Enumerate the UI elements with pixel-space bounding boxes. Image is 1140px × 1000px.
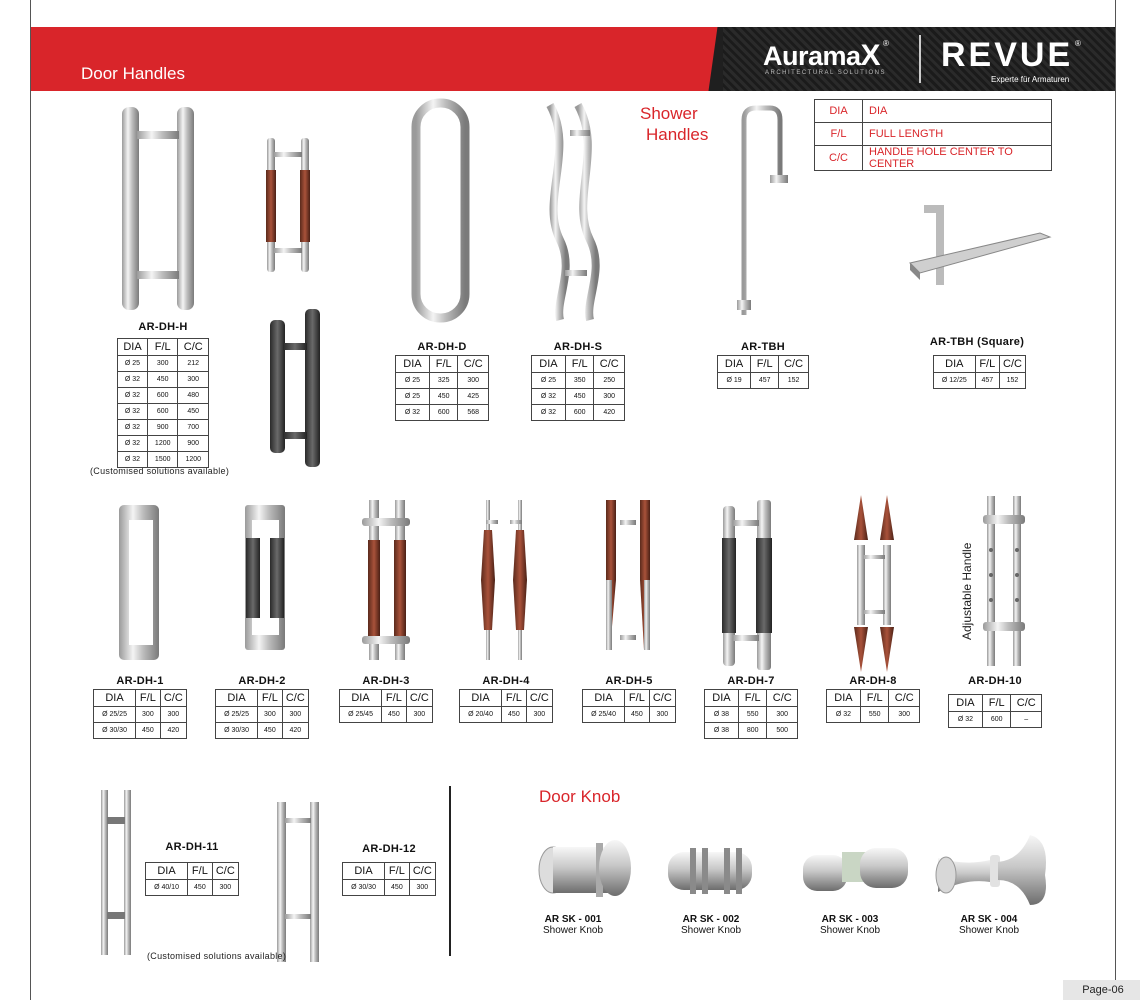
legend-row: C/C HANDLE HOLE CENTER TO CENTER [815,146,1052,171]
revue-logo: REVUE [941,36,1074,74]
spec-cell: 300 [594,389,625,405]
spec-header-cell: F/L [136,690,161,707]
knob-caption-3 [795,914,905,936]
spec-cell: 1200 [147,436,178,452]
product-code-ar-dh-12: AR-DH-12 [362,843,416,855]
spec-cell: 450 [147,372,178,388]
spec-header-cell: F/L [975,356,999,373]
spec-cell: 325 [429,373,458,389]
spec-cell: Ø 30/30 [216,723,258,739]
customised-note-2: (Customised solutions available) [147,951,287,961]
product-image-ar-dh-12 [277,802,319,962]
spec-header-row [583,690,676,707]
spec-row [949,712,1042,728]
spec-cell: 450 [178,404,209,420]
page-number: Page-06 [1063,980,1140,1000]
spec-header-cell: DIA [118,339,148,356]
spec-cell: Ø 25/25 [94,707,136,723]
spec-header-row [340,690,433,707]
legend-row: DIA DIA [815,100,1052,123]
spec-cell: 350 [565,373,594,389]
spec-cell: 600 [429,405,458,421]
product-image-ar-dh-7 [722,500,772,670]
spec-cell: 450 [502,707,527,723]
spec-row [396,405,489,421]
spec-header-cell: DIA [460,690,502,707]
product-code-ar-dh-7: AR-DH-7 [727,675,775,687]
spec-table-ar-tbh-square [933,355,1026,389]
spec-cell: 300 [160,707,186,723]
spec-header-cell: C/C [282,690,308,707]
spec-header-cell: C/C [1011,695,1042,712]
spec-cell: 300 [649,707,675,723]
spec-row [118,420,209,436]
spec-cell: Ø 38 [705,707,739,723]
spec-table-ar-dh-d [395,355,489,421]
spec-cell: 900 [178,436,209,452]
spec-table-ar-dh-8 [826,689,920,723]
spec-cell: 300 [767,707,798,723]
knob-caption-4 [934,914,1044,936]
product-code-ar-dh-4: AR-DH-4 [482,675,530,687]
spec-row [118,404,209,420]
spec-cell: 450 [188,880,213,896]
knob-code: AR SK - 004 [960,914,1018,925]
spec-header-row [718,356,809,373]
product-image-ar-tbh-square [910,205,1050,285]
spec-cell: 300 [409,880,435,896]
spec-table-ar-dh-12 [342,862,436,896]
spec-header-cell: C/C [160,690,186,707]
spec-cell: 420 [594,405,625,421]
knob-image-2 [668,848,752,894]
spec-header-cell: C/C [594,356,625,373]
spec-cell: 420 [282,723,308,739]
spec-cell: Ø 32 [532,405,566,421]
spec-header-cell: F/L [860,690,889,707]
spec-header-cell: DIA [718,356,751,373]
knob-code: AR SK - 002 [682,914,740,925]
knob-name: Shower Knob [680,925,742,936]
spec-cell: Ø 32 [827,707,861,723]
auramax-registered-mark: ® [883,39,889,48]
spec-cell: 250 [594,373,625,389]
spec-header-cell: DIA [934,356,976,373]
product-image-ar-dh-10 [983,496,1025,666]
spec-cell: 300 [178,372,209,388]
product-code-ar-dh-h: AR-DH-H [138,321,188,333]
spec-cell: 152 [779,373,809,389]
spec-header-row [532,356,625,373]
product-code-ar-dh-11: AR-DH-11 [165,841,219,853]
product-image-dark-h-handle [270,309,320,467]
spec-row [705,723,798,739]
spec-cell: Ø 40/10 [146,880,188,896]
spec-cell: 300 [526,707,552,723]
spec-row [94,707,187,723]
spec-cell: 300 [889,707,920,723]
spec-row [118,436,209,452]
spec-cell: 300 [458,373,489,389]
spec-table-ar-dh-10 [948,694,1042,728]
spec-cell: 152 [999,373,1025,389]
spec-cell: Ø 30/30 [94,723,136,739]
spec-header-row [216,690,309,707]
knob-caption-1 [518,914,628,936]
spec-row [705,707,798,723]
spec-header-cell: F/L [751,356,779,373]
spec-row [343,880,436,896]
spec-row [396,373,489,389]
knob-name: Shower Knob [819,925,881,936]
knob-image-1 [539,840,631,897]
spec-cell: Ø 38 [705,723,739,739]
spec-header-cell: DIA [94,690,136,707]
spec-cell: Ø 25/25 [216,707,258,723]
spec-header-row [94,690,187,707]
spec-cell: 700 [178,420,209,436]
spec-table-ar-dh-1 [93,689,187,739]
spec-cell: 480 [178,388,209,404]
auramax-tagline: ARCHITECTURAL SOLUTIONS [765,70,886,76]
spec-cell: 600 [147,388,178,404]
spec-cell: 450 [136,723,161,739]
spec-cell: 425 [458,389,489,405]
spec-header-row [705,690,798,707]
spec-cell: 450 [625,707,650,723]
spec-cell: Ø 25 [118,356,148,372]
spec-cell: – [1011,712,1042,728]
spec-header-cell: DIA [340,690,382,707]
spec-cell: 300 [282,707,308,723]
spec-cell: 550 [738,707,767,723]
spec-header-cell: C/C [767,690,798,707]
spec-row [532,405,625,421]
spec-cell: Ø 20/40 [460,707,502,723]
product-image-ar-dh-h [122,107,194,310]
product-code-ar-tbh-square: AR-TBH (Square) [929,336,1025,348]
spec-header-cell: F/L [565,356,594,373]
spec-header-cell: C/C [178,339,209,356]
spec-cell: 600 [565,405,594,421]
adjustable-handle-label: Adjustable Handle [960,542,974,640]
revue-registered-mark: ® [1075,39,1081,48]
spec-header-row [343,863,436,880]
product-code-ar-dh-5: AR-DH-5 [605,675,653,687]
spec-header-cell: C/C [779,356,809,373]
product-code-ar-dh-3: AR-DH-3 [362,675,410,687]
customised-note-1: (Customised solutions available) [90,466,230,476]
spec-header-cell: DIA [827,690,861,707]
spec-header-row [460,690,553,707]
spec-header-cell: DIA [396,356,430,373]
spec-header-cell: DIA [146,863,188,880]
spec-cell: 212 [178,356,209,372]
spec-cell: 550 [860,707,889,723]
spec-cell: Ø 25 [532,373,566,389]
spec-row [146,880,239,896]
spec-header-cell: F/L [258,690,283,707]
spec-cell: Ø 32 [396,405,430,421]
product-image-ar-dh-2 [245,505,285,650]
shower-handles-title-line1: Shower [640,104,698,123]
spec-cell: Ø 32 [118,420,148,436]
product-code-ar-dh-2: AR-DH-2 [238,675,286,687]
spec-header-cell: DIA [583,690,625,707]
spec-row [718,373,809,389]
spec-header-row [118,339,209,356]
knob-name: Shower Knob [958,925,1020,936]
spec-row [118,372,209,388]
spec-header-cell: F/L [738,690,767,707]
spec-cell: 600 [147,404,178,420]
abbreviation-legend [814,99,1052,171]
spec-header-cell: F/L [188,863,213,880]
spec-cell: 450 [382,707,407,723]
spec-header-cell: C/C [526,690,552,707]
spec-cell: 500 [767,723,798,739]
spec-header-cell: DIA [949,695,983,712]
shower-handles-title-line2: Handles [646,125,709,144]
spec-cell: 450 [429,389,458,405]
spec-row [118,452,209,468]
product-image-ar-tbh [744,108,780,315]
spec-row [118,388,209,404]
knob-image-3 [803,848,908,891]
spec-row [827,707,920,723]
spec-header-cell: DIA [705,690,739,707]
spec-header-cell: C/C [889,690,920,707]
spec-row [396,389,489,405]
spec-cell: 300 [258,707,283,723]
spec-cell: 420 [160,723,186,739]
section-divider [449,786,451,956]
product-code-ar-dh-1: AR-DH-1 [116,675,164,687]
spec-table-ar-dh-5 [582,689,676,723]
spec-header-cell: F/L [382,690,407,707]
spec-table-ar-tbh [717,355,809,389]
spec-cell: Ø 25 [396,373,430,389]
spec-cell: Ø 25/40 [583,707,625,723]
spec-cell: 800 [738,723,767,739]
product-image-ar-dh-s [550,105,596,320]
spec-header-cell: C/C [212,863,238,880]
spec-cell: Ø 32 [118,372,148,388]
spec-header-cell: C/C [649,690,675,707]
spec-table-ar-dh-7 [704,689,798,739]
spec-cell: 568 [458,405,489,421]
spec-cell: Ø 32 [118,404,148,420]
spec-header-cell: F/L [385,863,410,880]
spec-cell: 300 [212,880,238,896]
section-title: Door Handles [81,64,185,83]
product-image-ar-dh-5 [606,500,650,650]
spec-row [532,389,625,405]
spec-header-cell: F/L [982,695,1011,712]
spec-header-row [396,356,489,373]
product-code-ar-dh-s: AR-DH-S [553,341,603,353]
spec-cell: Ø 25 [396,389,430,405]
product-code-ar-dh-10: AR-DH-10 [968,675,1022,687]
spec-cell: Ø 32 [949,712,983,728]
spec-cell: Ø 19 [718,373,751,389]
revue-tagline: Experte für Armaturen [991,75,1070,84]
door-knob-title: Door Knob [539,787,621,806]
spec-cell: 600 [982,712,1011,728]
spec-row [216,707,309,723]
knob-code: AR SK - 003 [821,914,879,925]
legend-row: F/L FULL LENGTH [815,123,1052,146]
spec-header-cell: DIA [532,356,566,373]
spec-cell: 457 [975,373,999,389]
knob-image-4 [936,835,1046,905]
spec-cell: Ø 32 [118,388,148,404]
spec-cell: 450 [385,880,410,896]
spec-row [216,723,309,739]
spec-cell: 300 [136,707,161,723]
spec-row [583,707,676,723]
spec-cell: 1500 [147,452,178,468]
spec-header-cell: F/L [147,339,178,356]
spec-table-ar-dh-h [117,338,209,468]
spec-table-ar-dh-11 [145,862,239,896]
spec-header-cell: C/C [409,863,435,880]
spec-table-ar-dh-s [531,355,625,421]
product-code-ar-dh-8: AR-DH-8 [849,675,897,687]
product-image-ar-dh-3 [362,500,410,660]
spec-row [460,707,553,723]
product-image-ar-dh-4 [481,500,527,660]
spec-cell: 300 [406,707,432,723]
spec-header-row [827,690,920,707]
spec-cell: Ø 32 [532,389,566,405]
spec-header-cell: DIA [343,863,385,880]
spec-row [934,373,1026,389]
spec-cell: Ø 25/45 [340,707,382,723]
spec-header-cell: DIA [216,690,258,707]
spec-cell: Ø 32 [118,452,148,468]
spec-row [118,356,209,372]
product-image-ar-dh-8 [854,495,894,672]
knob-caption-2 [656,914,766,936]
auramax-logo: AuramaX [763,39,881,72]
spec-cell: Ø 12/25 [934,373,976,389]
spec-header-cell: F/L [502,690,527,707]
spec-cell: 900 [147,420,178,436]
spec-header-row [949,695,1042,712]
product-image-ar-dh-11 [101,790,131,955]
spec-cell: 450 [565,389,594,405]
spec-cell: 300 [147,356,178,372]
product-image-wood-h-handle [266,138,310,272]
knob-name: Shower Knob [542,925,604,936]
spec-header-cell: F/L [429,356,458,373]
spec-row [340,707,433,723]
spec-row [532,373,625,389]
spec-header-cell: C/C [458,356,489,373]
product-image-ar-dh-d [416,103,465,318]
product-image-ar-dh-1 [119,505,159,660]
product-code-ar-tbh: AR-TBH [741,341,785,353]
spec-cell: 450 [258,723,283,739]
spec-row [94,723,187,739]
spec-header-row [146,863,239,880]
product-code-ar-dh-d: AR-DH-D [417,341,467,353]
spec-table-ar-dh-3 [339,689,433,723]
spec-header-cell: C/C [406,690,432,707]
spec-cell: 457 [751,373,779,389]
spec-header-row [934,356,1026,373]
spec-table-ar-dh-4 [459,689,553,723]
spec-header-cell: F/L [625,690,650,707]
spec-cell: 1200 [178,452,209,468]
spec-cell: Ø 32 [118,436,148,452]
spec-table-ar-dh-2 [215,689,309,739]
knob-code: AR SK - 001 [544,914,602,925]
spec-header-cell: C/C [999,356,1025,373]
spec-cell: Ø 30/30 [343,880,385,896]
